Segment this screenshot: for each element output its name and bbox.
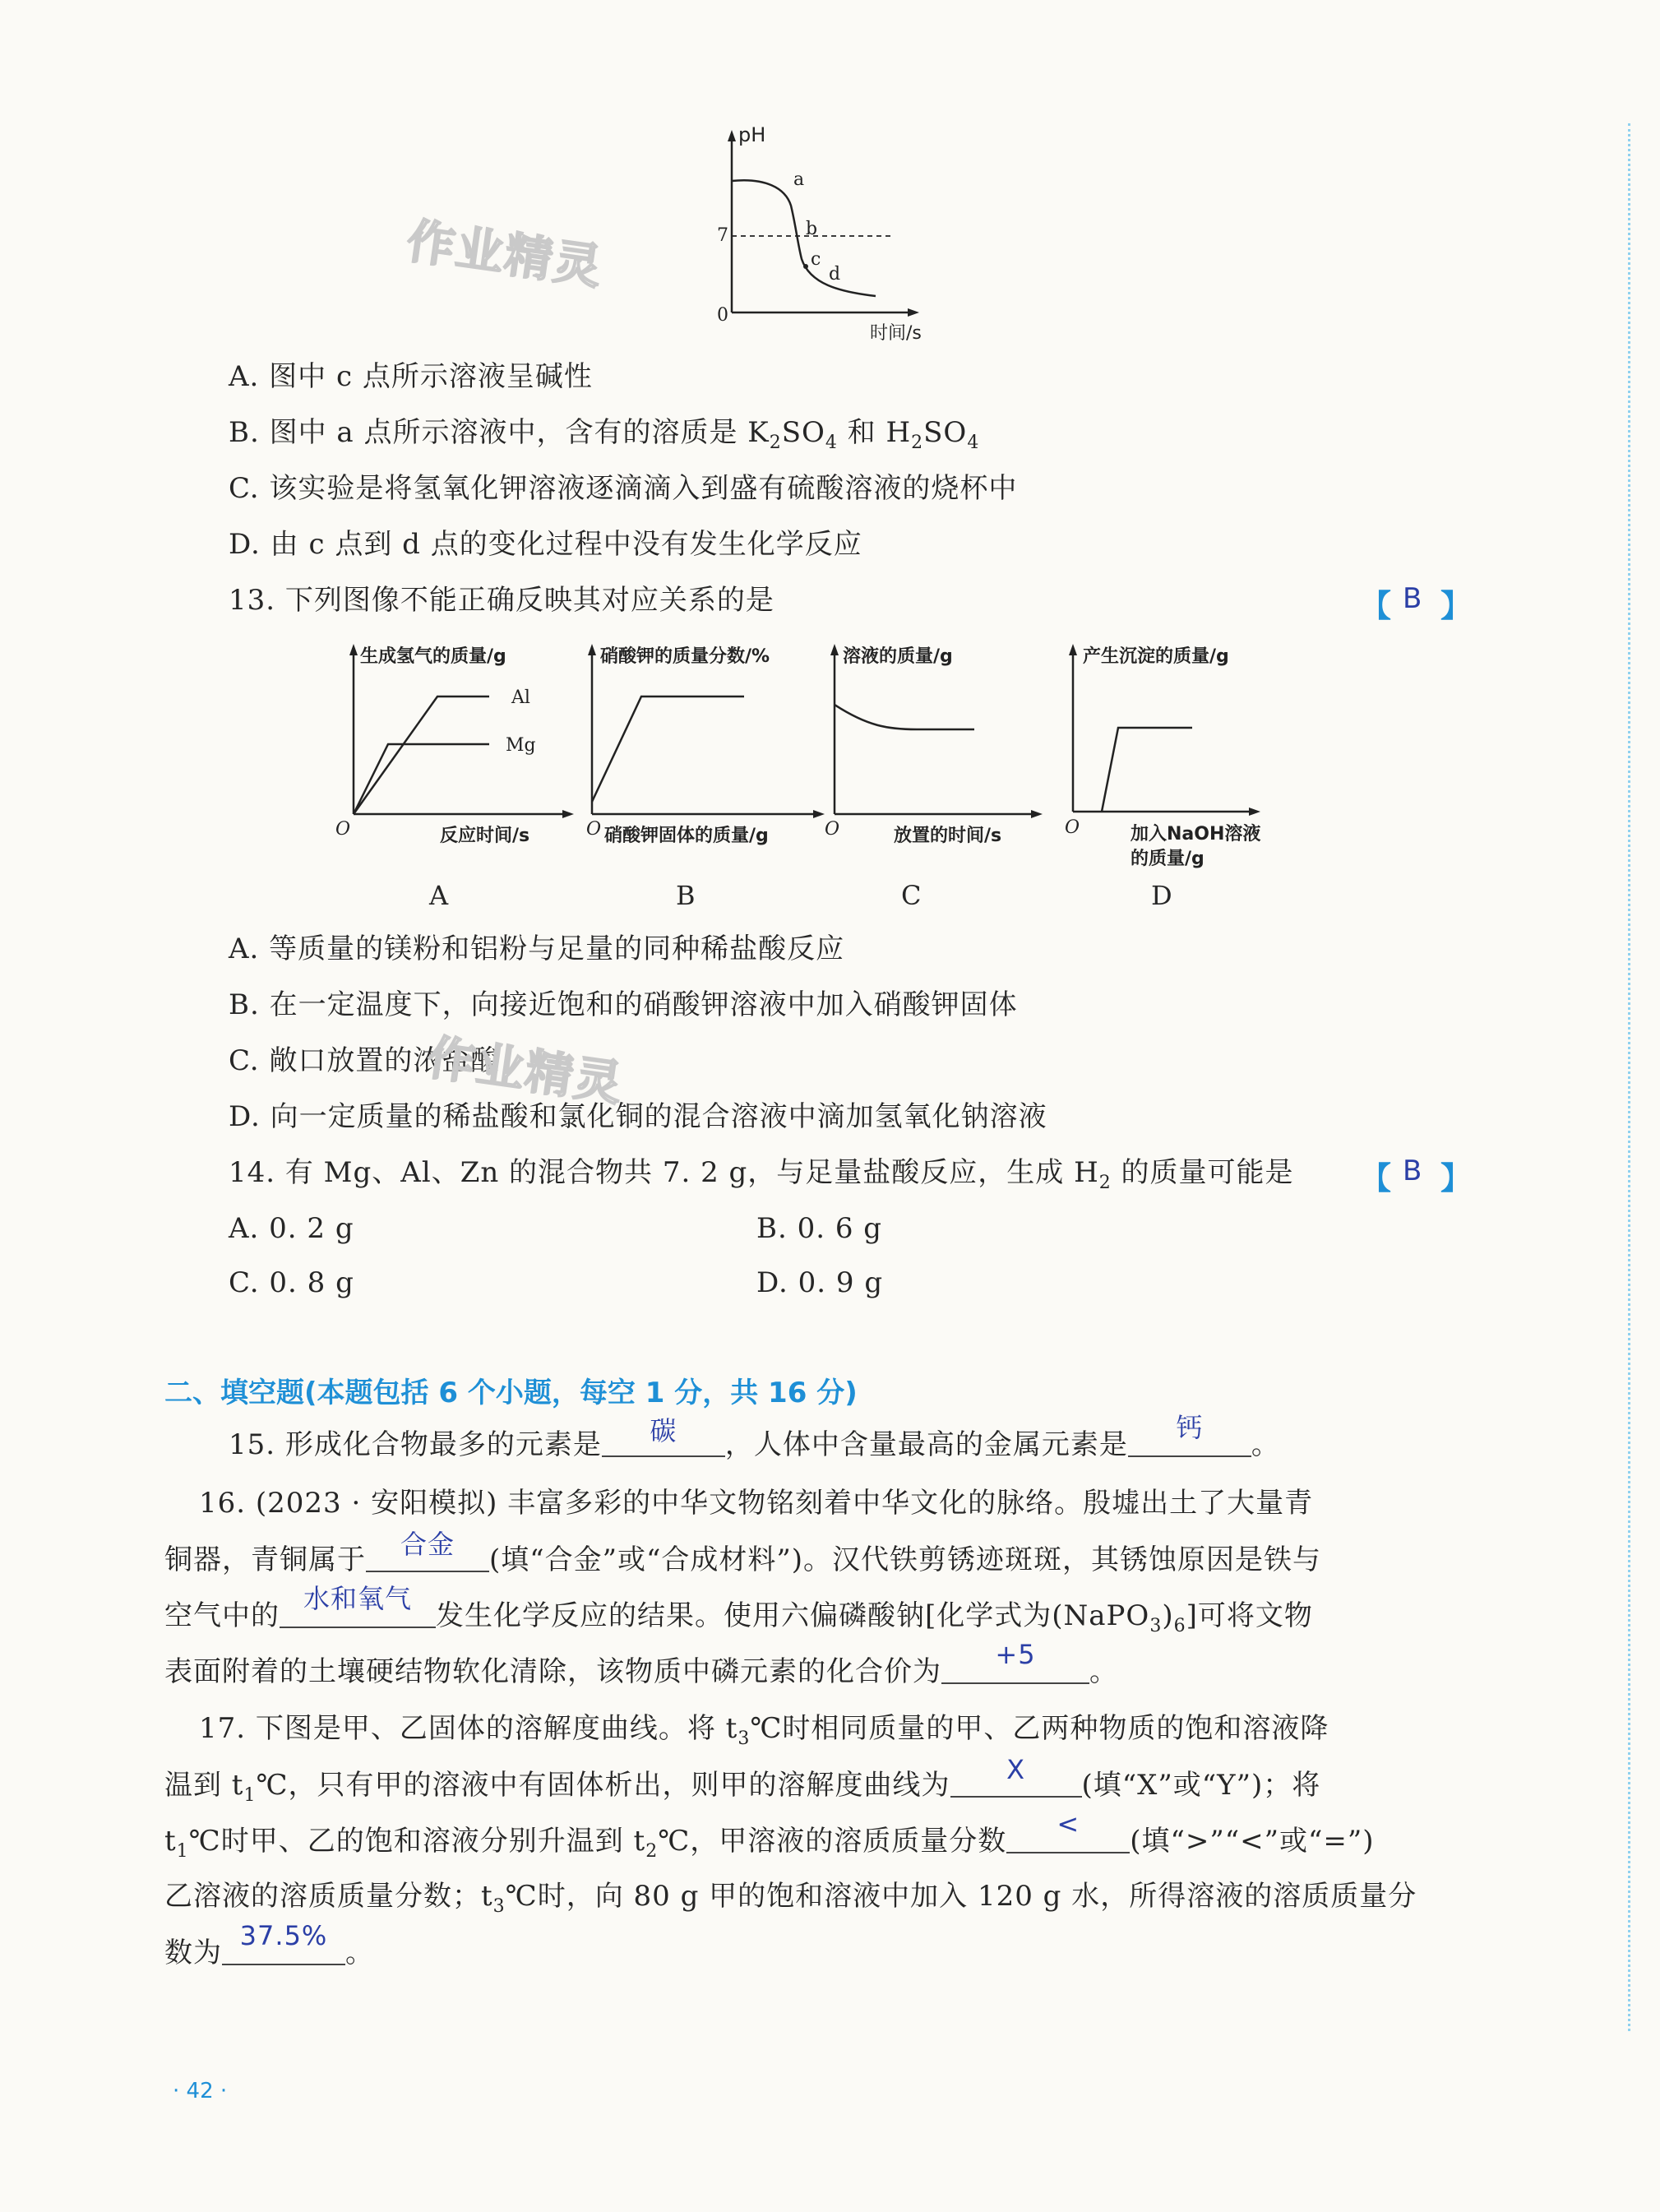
q16-blank-3	[941, 1639, 1089, 1684]
q13-stem: 13. 下列图像不能正确反映其对应关系的是	[229, 584, 775, 617]
chart-a-mg-line	[354, 744, 489, 814]
q14-option-c: C. 0. 8 g	[229, 1266, 354, 1299]
q13-chart-c	[818, 637, 1057, 851]
q13-option-d: D. 向一定质量的稀盐酸和氯化铜的混合溶液中滴加氢氧化钠溶液	[229, 1100, 1047, 1133]
q13-bracket-left: 【	[1360, 588, 1392, 624]
chart-b-origin: O	[586, 819, 602, 840]
q16-blank-2	[280, 1583, 436, 1628]
q13-option-a: A. 等质量的镁粉和铝粉与足量的同种稀盐酸反应	[229, 932, 845, 965]
q15-answer-1[interactable]: 碳	[650, 1415, 677, 1446]
q12-option-c: C. 该实验是将氢氧化钾溶液逐滴滴入到盛有硫酸溶液的烧杯中	[229, 472, 1018, 505]
watermark-2: 作业精灵	[423, 1029, 627, 1113]
q14-stem: 14. 有 Mg、Al、Zn 的混合物共 7. 2 g，与足量盐酸反应，生成 $H_2$ 的质量可能是	[229, 1156, 1294, 1193]
q13-option-c: C. 敞口放置的浓盐酸	[229, 1044, 500, 1077]
q14-option-d: D. 0. 9 g	[756, 1266, 884, 1299]
q17-line-2: 温到 $t_1℃$，只有甲的溶液中有固体析出，则甲的溶解度曲线为 X (填“X”或“Y”)；将	[164, 1766, 1320, 1814]
chart-d-line	[1102, 728, 1192, 812]
chart-a-origin: O	[335, 819, 351, 840]
q15-line: 15. 形成化合物最多的元素是 碳 ，人体中含量最高的金属元素是 钙 。	[229, 1426, 1280, 1463]
q13-bracket-right: 】	[1440, 588, 1473, 624]
ph-point-c-dot	[803, 264, 808, 269]
chart-a-series-al: Al	[511, 687, 530, 708]
chart-b-ylabel: 硝酸钾的质量分数/%	[600, 646, 770, 667]
chart-a-series-mg: Mg	[506, 735, 536, 756]
page-number: · 42 ·	[173, 2079, 228, 2103]
chart-c-xlabel: 放置的时间/s	[894, 826, 1002, 846]
chart-d-origin: O	[1065, 817, 1080, 838]
q17-answer-1[interactable]: X	[1006, 1754, 1025, 1785]
q14-bracket-right: 】	[1440, 1160, 1473, 1196]
ph-point-b: b	[806, 219, 818, 239]
q15-answer-2[interactable]: 钙	[1176, 1412, 1204, 1443]
q15-blank-2	[1128, 1412, 1251, 1457]
q16-line-4: 表面附着的土壤硬结物软化清除，该物质中磷元素的化合价为 +5 。	[164, 1653, 1118, 1690]
q13-answer: B	[1403, 582, 1422, 615]
section-heading: 二、填空题(本题包括 6 个小题，每空 1 分，共 16 分)	[164, 1377, 858, 1409]
q16-answer-3[interactable]: +5	[995, 1639, 1036, 1670]
chart-d-caption: D	[1151, 880, 1172, 911]
q17-blank-1	[950, 1754, 1082, 1798]
chart-a-caption: A	[429, 880, 449, 911]
q17-line-1: 17. 下图是甲、乙固体的溶解度曲线。将 $t_3℃$时相同质量的甲、乙两种物质的饱和溶液降	[199, 1712, 1329, 1749]
q13-chart-a	[329, 637, 576, 851]
q15-blank-1	[602, 1415, 725, 1457]
q14-option-a: A. 0. 2 g	[229, 1212, 354, 1245]
chart-b-caption: B	[676, 880, 696, 911]
q16-line-2: 铜器，青铜属于 合金 (填“合金”或“合成材料”)。汉代铁剪锈迹斑斑，其锈蚀原因是铁与	[164, 1541, 1321, 1578]
q16-answer-2[interactable]: 水和氧气	[303, 1583, 412, 1614]
chart-b-xlabel: 硝酸钾固体的质量/g	[604, 826, 769, 846]
q12-option-a: A. 图中 c 点所示溶液呈碱性	[229, 360, 593, 393]
q13-chart-b	[571, 637, 843, 851]
q16-line-3: 空气中的 水和氧气 发生化学反应的结果。使用六偏磷酸钠[化学式为$(NaPO_3)_6$]可将文物	[164, 1597, 1313, 1645]
ph-point-c: c	[811, 249, 821, 270]
q14-answer: B	[1403, 1155, 1422, 1187]
chart-a-xlabel: 反应时间/s	[440, 826, 530, 846]
ph-point-d: d	[829, 264, 841, 285]
margin-rule	[1628, 123, 1630, 2031]
chart-b-line	[592, 696, 744, 802]
q12-option-b: B. 图中 a 点所示溶液中，含有的溶质是 $K_2SO_4$ 和 $H_2SO_4$	[229, 416, 980, 453]
ph-ref-tick: 7	[717, 225, 728, 246]
chart-a-ylabel: 生成氢气的质量/g	[360, 646, 506, 667]
q17-answer-2[interactable]: <	[1057, 1808, 1080, 1839]
ph-curve	[732, 180, 876, 296]
chart-d-xlabel2: 的质量/g	[1131, 849, 1205, 869]
q14-option-b: B. 0. 6 g	[756, 1212, 883, 1245]
ph-y-label: pH	[738, 123, 766, 146]
chart-a-al-line	[354, 696, 489, 814]
q17-line-3: $t_1℃$时甲、乙的饱和溶液分别升温到 $t_2℃$，甲溶液的溶质质量分数 < (填“>”“<”或“=”)	[164, 1822, 1375, 1870]
q12-option-d: D. 由 c 点到 d 点的变化过程中没有发生化学反应	[229, 528, 862, 561]
chart-c-caption: C	[901, 880, 922, 911]
q16-answer-1[interactable]: 合金	[400, 1529, 455, 1560]
ph-point-a: a	[793, 169, 805, 190]
ph-x-label: 时间/s	[870, 323, 922, 344]
q13-option-b: B. 在一定温度下，向接近饱和的硝酸钾溶液中加入硝酸钾固体	[229, 988, 1018, 1021]
chart-d-xlabel: 加入NaOH溶液	[1131, 824, 1261, 845]
ph-chart	[691, 123, 954, 345]
q17-answer-3[interactable]: 37.5%	[239, 1920, 328, 1951]
q16-blank-1	[366, 1529, 489, 1572]
q13-chart-d	[1057, 637, 1320, 876]
q17-blank-2	[1006, 1808, 1130, 1853]
watermark: 作业精灵	[403, 212, 607, 296]
q16-line-1: 16. (2023 · 安阳模拟) 丰富多彩的中华文物铭刻着中华文化的脉络。殷墟出土了大量青	[199, 1487, 1314, 1520]
q14-bracket-left: 【	[1360, 1160, 1392, 1196]
chart-c-ylabel: 溶液的质量/g	[843, 646, 953, 667]
ph-origin: 0	[717, 305, 728, 326]
q17-line-4: 乙溶液的溶质质量分数；$t_3℃$时，向 80 g 甲的饱和溶液中加入 120 g 水，所得溶液的溶质质量分	[164, 1880, 1417, 1917]
chart-c-origin: O	[825, 819, 840, 840]
q17-line-5: 数为 37.5% 。	[164, 1934, 374, 1971]
chart-d-ylabel: 产生沉淀的质量/g	[1083, 646, 1229, 667]
chart-c-line	[835, 705, 974, 729]
